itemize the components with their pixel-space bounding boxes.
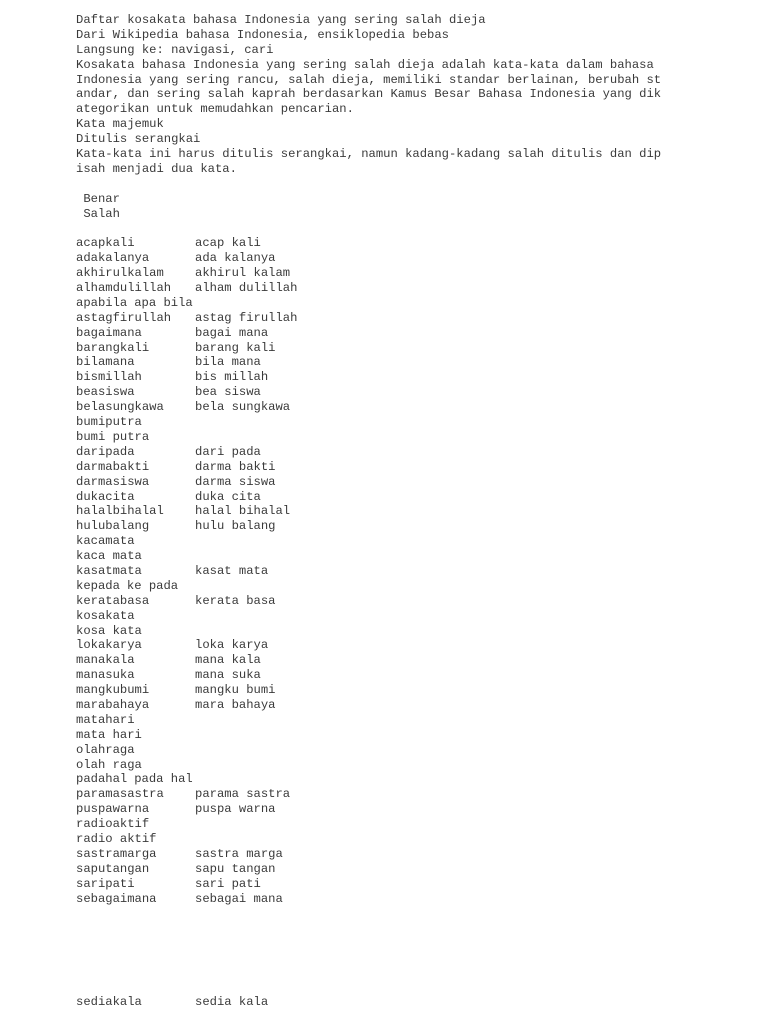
word-row (76, 490, 696, 505)
intro-line: Kosakata bahasa Indonesia yang sering salah dieja adalah kata-kata dalam bahasa (76, 57, 654, 72)
jump-links (76, 43, 696, 58)
word-wrong: acap kali (195, 236, 261, 251)
page-gap (76, 906, 696, 995)
word-wrong: hulu balang (195, 519, 276, 534)
word-wrong: sari pati (195, 876, 261, 891)
word-correct: sediakala (76, 995, 142, 1010)
word-wrong: duka cita (195, 489, 261, 504)
word-wrong: pada hal (134, 772, 193, 787)
word-row (76, 847, 696, 862)
word-correct: kaca mata (76, 549, 142, 564)
word-correct: kosakata (76, 608, 135, 623)
word-correct: halalbihalal (76, 504, 164, 519)
word-row (76, 266, 696, 281)
word-row (76, 296, 696, 311)
word-row (76, 355, 696, 370)
word-row (76, 475, 696, 490)
word-row (76, 445, 696, 460)
word-row (76, 326, 696, 341)
word-correct: puspawarna (76, 802, 150, 817)
word-correct: alhamdulillah (76, 281, 172, 296)
word-wrong: sedia kala (195, 995, 269, 1010)
subsection-text: isah menjadi dua kata. (76, 161, 237, 176)
intro-line: andar, dan sering salah kaprah berdasarkan Kamus Besar Bahasa Indonesia yang dik (76, 87, 662, 102)
word-wrong: ke pada (126, 578, 179, 593)
word-row (76, 281, 696, 296)
word-wrong: sebagai mana (195, 891, 283, 906)
word-correct: padahal (76, 772, 128, 787)
word-correct: saputangan (76, 861, 150, 876)
word-correct: bismillah (76, 370, 142, 385)
word-row (76, 415, 696, 430)
word-correct: kacamata (76, 534, 135, 549)
word-row (76, 758, 696, 773)
word-row (76, 400, 696, 415)
word-correct: marabahaya (76, 697, 150, 712)
word-correct: acapkali (76, 236, 135, 251)
word-correct: barangkali (76, 340, 150, 355)
word-row (76, 251, 696, 266)
word-row (76, 713, 696, 728)
word-correct: sastramarga (76, 846, 157, 861)
word-correct: olah raga (76, 757, 142, 772)
word-correct: mangkubumi (76, 683, 150, 698)
word-correct: bagaimana (76, 325, 142, 340)
word-correct: apabila (76, 295, 128, 310)
navigation-link[interactable]: navigasi (171, 42, 230, 57)
column-header-wrong: Salah (76, 206, 120, 221)
word-row (76, 311, 696, 326)
word-wrong: mangku bumi (195, 683, 276, 698)
intro-line: Indonesia yang sering rancu, salah dieja, memiliki standar berlainan, berubah st (76, 72, 662, 87)
word-row (76, 385, 696, 400)
word-correct: sebagaimana (76, 891, 157, 906)
word-correct: darmabakti (76, 459, 150, 474)
word-row (76, 609, 696, 624)
word-wrong: bis millah (195, 370, 269, 385)
word-row (76, 564, 696, 579)
page-title: Daftar kosakata bahasa Indonesia yang sering salah dieja (76, 13, 486, 27)
word-correct: dukacita (76, 489, 135, 504)
word-correct: bilamana (76, 355, 135, 370)
word-wrong: bela sungkawa (195, 400, 291, 415)
word-correct: radioaktif (76, 817, 150, 832)
word-correct: olahraga (76, 742, 135, 757)
word-correct: astagfirullah (76, 310, 172, 325)
word-row (76, 341, 696, 356)
word-row (76, 504, 696, 519)
word-row (76, 802, 696, 817)
word-wrong: akhirul kalam (195, 266, 291, 281)
word-correct: darmasiswa (76, 474, 150, 489)
word-correct: akhirulkalam (76, 266, 164, 281)
word-correct: lokakarya (76, 638, 142, 653)
word-wrong: loka karya (195, 638, 269, 653)
word-wrong: kerata basa (195, 593, 276, 608)
word-row (76, 370, 696, 385)
word-row (76, 236, 696, 251)
word-wrong: mana kala (195, 653, 261, 668)
word-correct: keratabasa (76, 593, 150, 608)
spacer (76, 221, 696, 236)
word-wrong: sapu tangan (195, 861, 276, 876)
word-wrong: dari pada (195, 444, 261, 459)
word-wrong: astag firullah (195, 310, 298, 325)
word-row (76, 534, 696, 549)
word-row (76, 594, 696, 609)
word-row (76, 772, 696, 787)
jump-prefix: Langsung ke: (76, 42, 172, 57)
word-row (76, 638, 696, 653)
word-wrong: bagai mana (195, 325, 269, 340)
section-heading: Kata majemuk (76, 117, 164, 132)
word-row (76, 653, 696, 668)
word-row (76, 668, 696, 683)
source-line: Dari Wikipedia bahasa Indonesia, ensiklopedia bebas (76, 27, 449, 42)
word-correct: kosa kata (76, 623, 142, 638)
word-row (76, 743, 696, 758)
word-correct: daripada (76, 444, 135, 459)
word-row (76, 892, 696, 907)
word-row (76, 787, 696, 802)
word-correct: bumiputra (76, 415, 142, 430)
word-row (76, 683, 696, 698)
word-row (76, 519, 696, 534)
word-table (76, 236, 696, 1010)
word-row (76, 624, 696, 639)
word-row (76, 877, 696, 892)
intro-line: ategorikan untuk memudahkan pencarian. (76, 102, 354, 117)
word-row (76, 460, 696, 475)
word-correct: kasatmata (76, 563, 142, 578)
word-correct: bumi putra (76, 429, 150, 444)
word-correct: hulubalang (76, 519, 150, 534)
word-correct: paramasastra (76, 787, 164, 802)
word-correct: manakala (76, 653, 135, 668)
column-header-correct: Benar (76, 191, 120, 206)
word-wrong: kasat mata (195, 563, 269, 578)
word-wrong: alham dulillah (195, 281, 298, 296)
word-wrong: ada kalanya (195, 251, 276, 266)
word-wrong: darma bakti (195, 459, 276, 474)
word-wrong: parama sastra (195, 787, 291, 802)
document-page (76, 13, 696, 1010)
word-wrong: mara bahaya (195, 697, 276, 712)
word-correct: adakalanya (76, 251, 150, 266)
word-row (76, 995, 696, 1010)
word-wrong: halal bihalal (195, 504, 291, 519)
word-row (76, 549, 696, 564)
word-row (76, 817, 696, 832)
word-wrong: barang kali (195, 340, 276, 355)
word-row (76, 698, 696, 713)
word-row (76, 862, 696, 877)
word-wrong: mana suka (195, 668, 261, 683)
word-row (76, 579, 696, 594)
word-correct: manasuka (76, 668, 135, 683)
word-wrong: bila mana (195, 355, 261, 370)
spacer (76, 177, 696, 192)
word-correct: matahari (76, 712, 135, 727)
word-correct: saripati (76, 876, 135, 891)
subsection-heading: Ditulis serangkai (76, 132, 201, 147)
word-row (76, 728, 696, 743)
word-correct: radio aktif (76, 831, 157, 846)
word-wrong: darma siswa (195, 474, 276, 489)
word-wrong: sastra marga (195, 846, 283, 861)
jump-separator: , (229, 42, 245, 57)
word-correct: belasungkawa (76, 400, 164, 415)
subsection-text: Kata-kata ini harus ditulis serangkai, namun kadang-kadang salah ditulis dan dip (76, 147, 662, 162)
word-wrong: bea siswa (195, 385, 261, 400)
word-row (76, 832, 696, 847)
search-link[interactable]: cari (244, 42, 274, 57)
word-wrong: puspa warna (195, 802, 276, 817)
word-correct: beasiswa (76, 385, 135, 400)
word-row (76, 430, 696, 445)
word-correct: mata hari (76, 727, 142, 742)
word-correct: kepada (76, 578, 120, 593)
word-wrong: apa bila (134, 295, 193, 310)
